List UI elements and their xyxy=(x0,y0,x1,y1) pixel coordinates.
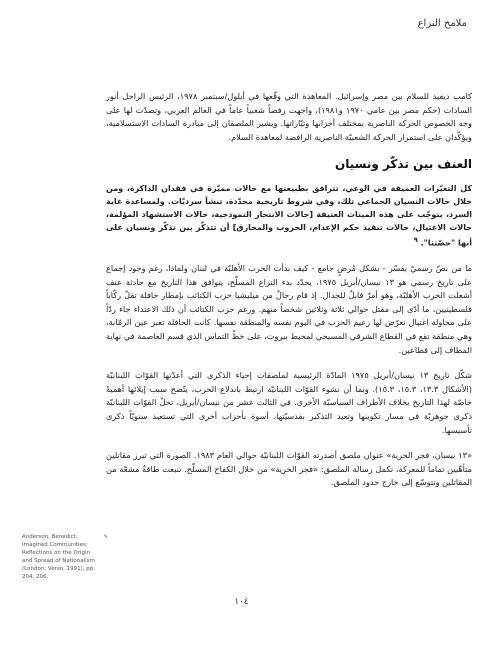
main-column xyxy=(106,90,472,502)
footnote-text: Anderson, Benedict, Imagined Communities: Reflections on the Origin and Spread of Nationalism (London: Verso, 1991), pp. 204, 206. xyxy=(22,534,95,580)
section-heading: العنف بين تذكّر ونسيان xyxy=(334,157,472,172)
footnote-number: ٩ xyxy=(104,534,107,540)
body-paragraph: «١٣ نيسان، فجر الحرية» عنوان ملصق أصدرته القوّات اللبنانيّة حوالي العام ١٩٨٣. الصورة التي تبرز مقاتلين متأهّبين تماماً للمعركة، تكمل رسالة الملصق: «فجر الحرية» من خلال الكفاح المسلّح. تنبعث طاقةٌ مشعّة من المقاتلين وتتوسّع إلى خارج حدود الملصق. xyxy=(106,450,472,488)
body-paragraph: ما من نصّ رسميّ يفسّر - بشكل مُرضٍ جامع - كيف بدأت الحرب الأهليّة في لبنان ولماذا، رغم وجود إجماع على تاريخ رسمي هو ١٣ نيسان/أبريل ١٩٧٥، يحدّد بدء النزاع المسلّح، يتوافق هذا التاريخ مع حادثة عنف أشعلت الحرب الأهليّة، وهو أمرٌ قابلٌ للجدال. إذ قام رجالٌ من ميليشيا حزب الكتائب بإمطار حافلة تقلّ ركّاباً فلسطينيين، ما أدّى إلى مقتل حوالي ثلاثة وثلاثين شخصاً منهم. ورغم حزب الكتائب أن ذلك الاعتداء جاء ردّاً على محاولة اغتيال تعرّض لها زعيم الحزب في اليوم نفسه والمنطقة نفسها. كانت الحافلة تعبر عين الرمّانة، وهي منطقة تقع في القطاع الشرقي المسيحي لمحيط بيروت، على خطّ التماس الذي قسم العاصمة في نهاية المطاف إلى قطاعين. xyxy=(106,263,472,355)
epigraph-text: كل التغيّرات العميقة في الوعي، تترافق بطبيعتها مع حالات مميّزة في فقدان الذاكرة، ومن خلال حالات النسيان الجماعي تلك، وفي شروط تاريخية محدّدة، تنشأ سرديّات. ولمساعدة غاية السرد، يتوجّب على هذه الميتات العنيفة [حالات الانتحار النموذجية، حالات الاستشهاد المؤلمة، حالات الاغتيال، حالات تنفيذ حكم الإعدام، الحروب والمحارق] أن تتذكّر بين تذكّر ونسيان على أنها "حصّتنا". xyxy=(106,184,472,249)
page-number: ١٠٤ xyxy=(234,597,249,607)
intro-paragraph: كامب ديفيد للسلام بين مصر وإسرائيل. المعاهدة التي وقّعها في أيلول/سبتمبر ١٩٧٨، الرئيس الراحل أنور السادات (حكم مصر بين عامي ١٩٧٠ و١٩٨١)، واجهت رفضاً شعبياً عاماً في العالم العربي، وتصدّت لها على وجه الخصوص الحركة الناصرية بمختلف أحزابها وتيّاراتها. ويشير الملصقان إلى مبادرة السادات الاستسلامية، ويؤكّدان على استمرار الحركة الشعبيّة الناصرية الرافضة لمعاهدة السلام. xyxy=(106,91,472,142)
footnote-marker[interactable]: ٩ xyxy=(413,236,418,245)
footnote xyxy=(22,533,107,581)
body-paragraph: شكّل تاريخ ١٣ نيسان/أبريل ١٩٧٥ المادّة الرئيسية لملصقات إحياء الذكرى التي أعدّتها القوّات اللبنانيّة (الأشكال ١٣.٣، ١٥.٣، ١٥.٣). وبما أن نشوء القوّات اللبنانيّة ارتبط باندلاع الحرب، يتّضح سبب إيلائها أهميةً خاصّة لهذا التاريخ بخلاف الأطراف السياسيّة الأخرى. في الثالث عشر من نيسان/أبريل، تحلّ القوّات اللبنانيّة ذكرى جوهريّة في مسار تكوينها وتعيد التذكير بقدسيّتها، أسوة بأحزاب أخرى التي تستعيد سنويّاً ذكرى تأسيسها. xyxy=(106,370,472,435)
epigraph-quote xyxy=(106,182,472,250)
running-head: ملامح النزاع xyxy=(417,18,467,29)
